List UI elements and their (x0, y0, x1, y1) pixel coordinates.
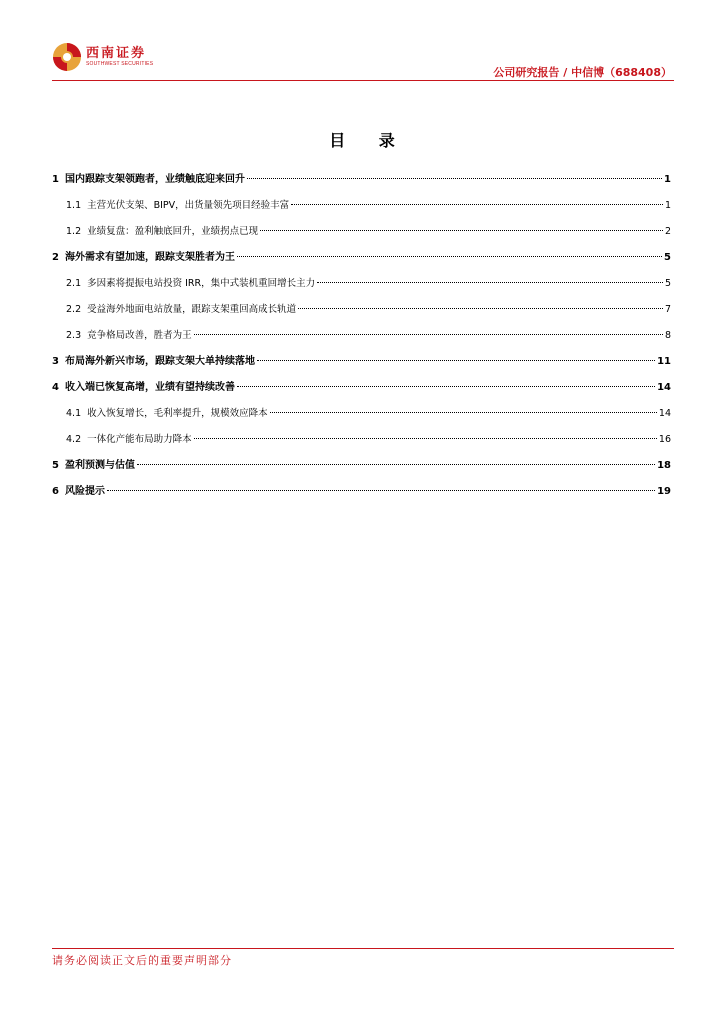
toc-entry-number: 1.2 (66, 226, 82, 237)
logo-chinese-name: 西南证券 (86, 46, 147, 61)
toc-dot-leader (237, 386, 655, 387)
toc-entry-label: 竞争格局改善，胜者为王 (87, 330, 192, 341)
footer-disclaimer: 请务必阅读正文后的重要声明部分 (52, 954, 232, 967)
toc-page-number: 14 (658, 408, 671, 419)
header-divider (52, 80, 674, 81)
toc-title: 目 录 (329, 131, 409, 150)
toc-entry-number: 2.2 (66, 304, 82, 315)
toc-entry-text (52, 456, 135, 476)
toc-dot-leader (194, 438, 657, 439)
company-logo (52, 42, 153, 72)
toc-entry-label: 风险提示 (64, 486, 105, 497)
toc-entry-number: 1 (52, 174, 59, 185)
toc-dot-leader (270, 412, 657, 413)
toc-entry-text (66, 274, 315, 294)
toc-entry-text (66, 196, 289, 216)
toc-entry-text (66, 300, 296, 320)
toc-entry-label: 收入恢复增长，毛利率提升，规模效应降本 (87, 408, 268, 419)
toc-entry-label: 业绩复盘：盈利触底回升，业绩拐点已现 (87, 226, 259, 237)
toc-page-number: 16 (658, 434, 671, 445)
toc-entry[interactable] (52, 248, 671, 274)
toc-entry[interactable] (52, 482, 671, 508)
toc-dot-leader (298, 308, 663, 309)
toc-entry-label: 布局海外新兴市场，跟踪支架大单持续落地 (64, 356, 255, 367)
toc-entry-text (52, 482, 105, 502)
toc-dot-leader (237, 256, 662, 257)
toc-entry-number: 4.1 (66, 408, 82, 419)
toc-entry-number: 3 (52, 356, 59, 367)
toc-entry-text (52, 170, 245, 190)
toc-entry-text (52, 352, 255, 372)
toc-entry-label: 一体化产能布局助力降本 (87, 434, 192, 445)
toc-entry-number: 2.3 (66, 330, 82, 341)
toc-dot-leader (247, 178, 662, 179)
toc-entry-number: 4.2 (66, 434, 82, 445)
toc-entry-label: 多因素将提振电站投资 IRR，集中式装机重回增长主力 (87, 278, 316, 289)
toc-page-number: 1 (664, 174, 671, 185)
toc-page-number: 18 (657, 460, 671, 471)
toc-page-number: 5 (664, 278, 671, 289)
toc-entry-number: 6 (52, 486, 59, 497)
report-title: 公司研究报告 / 中信博（688408） (493, 66, 672, 79)
toc-entry-label: 盈利预测与估值 (64, 460, 135, 471)
toc-entry[interactable] (52, 378, 671, 404)
toc-entry[interactable] (52, 274, 671, 300)
toc-page-number: 19 (657, 486, 671, 497)
toc-entry[interactable] (52, 404, 671, 430)
toc-page-number: 1 (664, 200, 671, 211)
company-logo-icon (52, 42, 82, 72)
toc-entry[interactable] (52, 300, 671, 326)
toc-entry-text (66, 404, 268, 424)
toc-dot-leader (257, 360, 655, 361)
toc-page-number: 8 (664, 330, 671, 341)
logo-english-name: SOUTHWEST SECURITIES (86, 61, 154, 67)
toc-page-number: 14 (657, 382, 671, 393)
footer-divider (52, 948, 674, 949)
toc-dot-leader (194, 334, 663, 335)
toc-page-number: 7 (664, 304, 671, 315)
toc-page-number: 5 (664, 252, 671, 263)
table-of-contents (52, 170, 671, 508)
toc-page-number: 11 (657, 356, 671, 367)
toc-entry-text (66, 222, 258, 242)
toc-entry[interactable] (52, 430, 671, 456)
toc-dot-leader (107, 490, 655, 491)
toc-entry-text (66, 430, 192, 450)
toc-entry-number: 1.1 (66, 200, 82, 211)
toc-dot-leader (260, 230, 663, 231)
toc-entry[interactable] (52, 456, 671, 482)
toc-page-number: 2 (664, 226, 671, 237)
toc-entry[interactable] (52, 352, 671, 378)
toc-entry-text (66, 326, 192, 346)
toc-entry-number: 2 (52, 252, 59, 263)
toc-entry-label: 主营光伏支架、BIPV，出货量领先项目经验丰富 (87, 200, 290, 211)
toc-entry-label: 国内跟踪支架领跑者，业绩触底迎来回升 (64, 174, 245, 185)
toc-dot-leader (291, 204, 663, 205)
toc-dot-leader (317, 282, 663, 283)
toc-entry[interactable] (52, 326, 671, 352)
toc-entry[interactable] (52, 222, 671, 248)
toc-entry-label: 收入端已恢复高增，业绩有望持续改善 (64, 382, 235, 393)
toc-entry-text (52, 378, 235, 398)
toc-entry[interactable] (52, 196, 671, 222)
toc-entry-text (52, 248, 235, 268)
toc-entry-number: 5 (52, 460, 59, 471)
toc-entry-number: 2.1 (66, 278, 82, 289)
toc-entry-label: 受益海外地面电站放量，跟踪支架重回高成长轨道 (87, 304, 297, 315)
toc-entry[interactable] (52, 170, 671, 196)
toc-entry-number: 4 (52, 382, 59, 393)
toc-entry-label: 海外需求有望加速，跟踪支架胜者为王 (64, 252, 235, 263)
toc-dot-leader (137, 464, 655, 465)
